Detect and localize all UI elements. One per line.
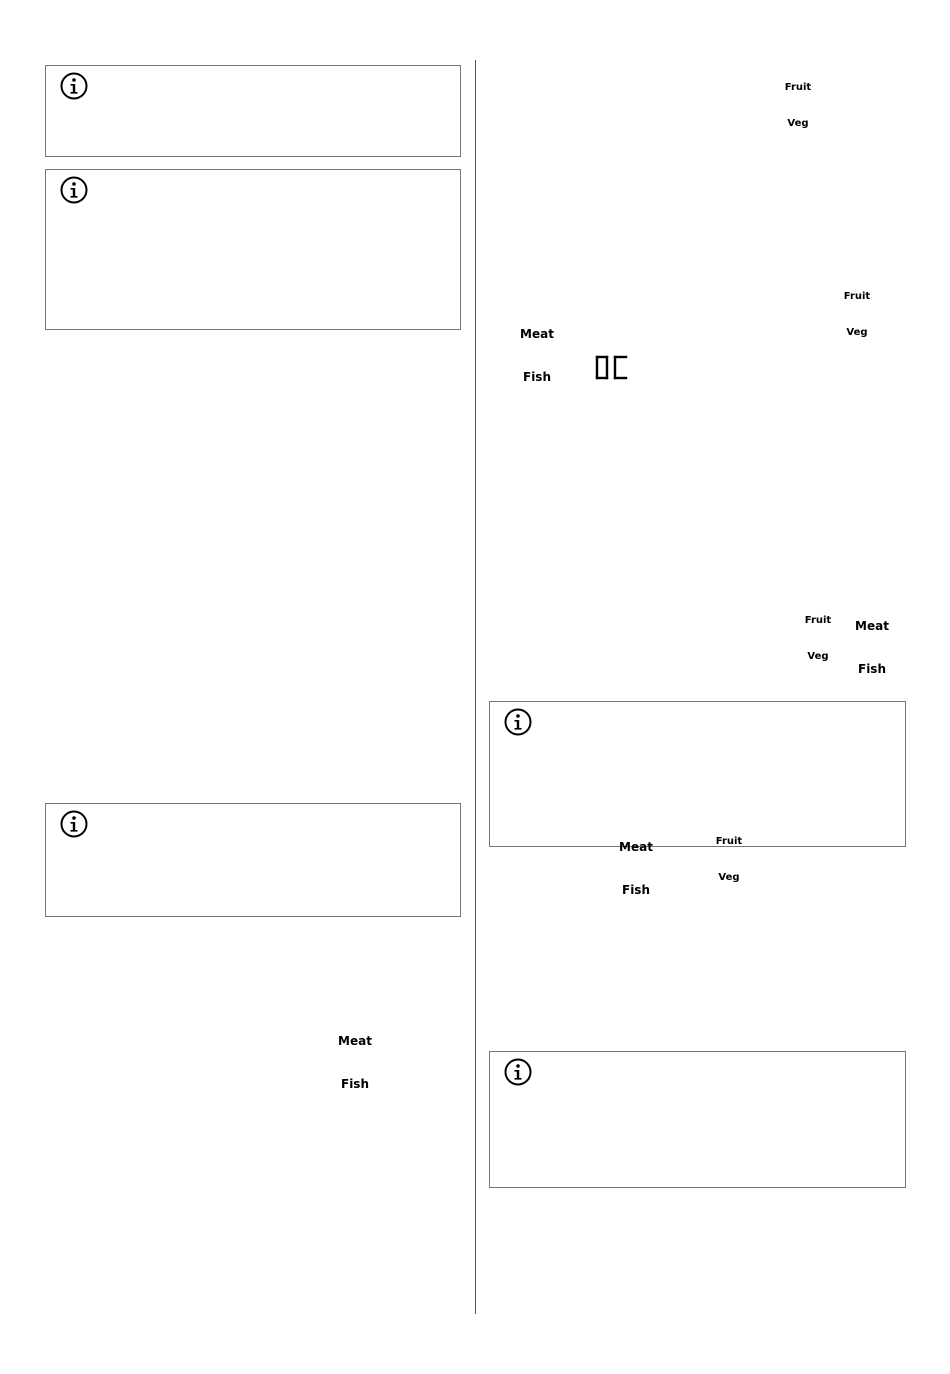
meat-fish-label — [616, 811, 656, 926]
meat-fish-label-line2: Fish — [858, 661, 886, 676]
fruit-veg-label-line2: Veg — [846, 327, 868, 338]
fruit-veg-label — [798, 591, 838, 687]
meat-fish-label-line1: Meat — [619, 839, 653, 854]
fruit-veg-label-line1: Fruit — [804, 615, 832, 626]
fruit-veg-label-line1: Fruit — [843, 291, 871, 302]
info-icon — [60, 810, 88, 838]
meat-fish-label-line2: Fish — [523, 369, 551, 384]
fruit-veg-label — [837, 267, 877, 363]
info-box-3 — [45, 803, 461, 917]
fruit-veg-label — [778, 58, 818, 154]
meat-fish-label-line2: Fish — [341, 1076, 369, 1091]
fruit-veg-label-line2: Veg — [807, 651, 829, 662]
meat-fish-label-line1: Meat — [338, 1033, 372, 1048]
info-box-2 — [45, 169, 461, 330]
meat-fish-label-line1: Meat — [855, 618, 889, 633]
meat-fish-label-line1: Meat — [520, 326, 554, 341]
meat-fish-label — [335, 1005, 375, 1120]
fruit-veg-label-line2: Veg — [718, 872, 740, 883]
info-icon — [504, 1058, 532, 1086]
fruit-veg-label-line2: Veg — [787, 118, 809, 129]
info-icon — [504, 708, 532, 736]
info-box-4 — [489, 701, 906, 897]
info-box-5 — [489, 1051, 906, 1188]
fruit-veg-label-line1: Fruit — [784, 82, 812, 93]
info-icon — [60, 72, 88, 100]
fruit-veg-label — [709, 812, 749, 908]
meat-fish-label — [852, 590, 892, 705]
meat-fish-label-line2: Fish — [622, 882, 650, 897]
info-icon — [60, 176, 88, 204]
segment-display — [595, 355, 629, 380]
fruit-veg-label-line1: Fruit — [715, 836, 743, 847]
column-divider — [475, 60, 476, 1314]
meat-fish-label — [517, 298, 557, 413]
info-box-1 — [45, 65, 461, 157]
